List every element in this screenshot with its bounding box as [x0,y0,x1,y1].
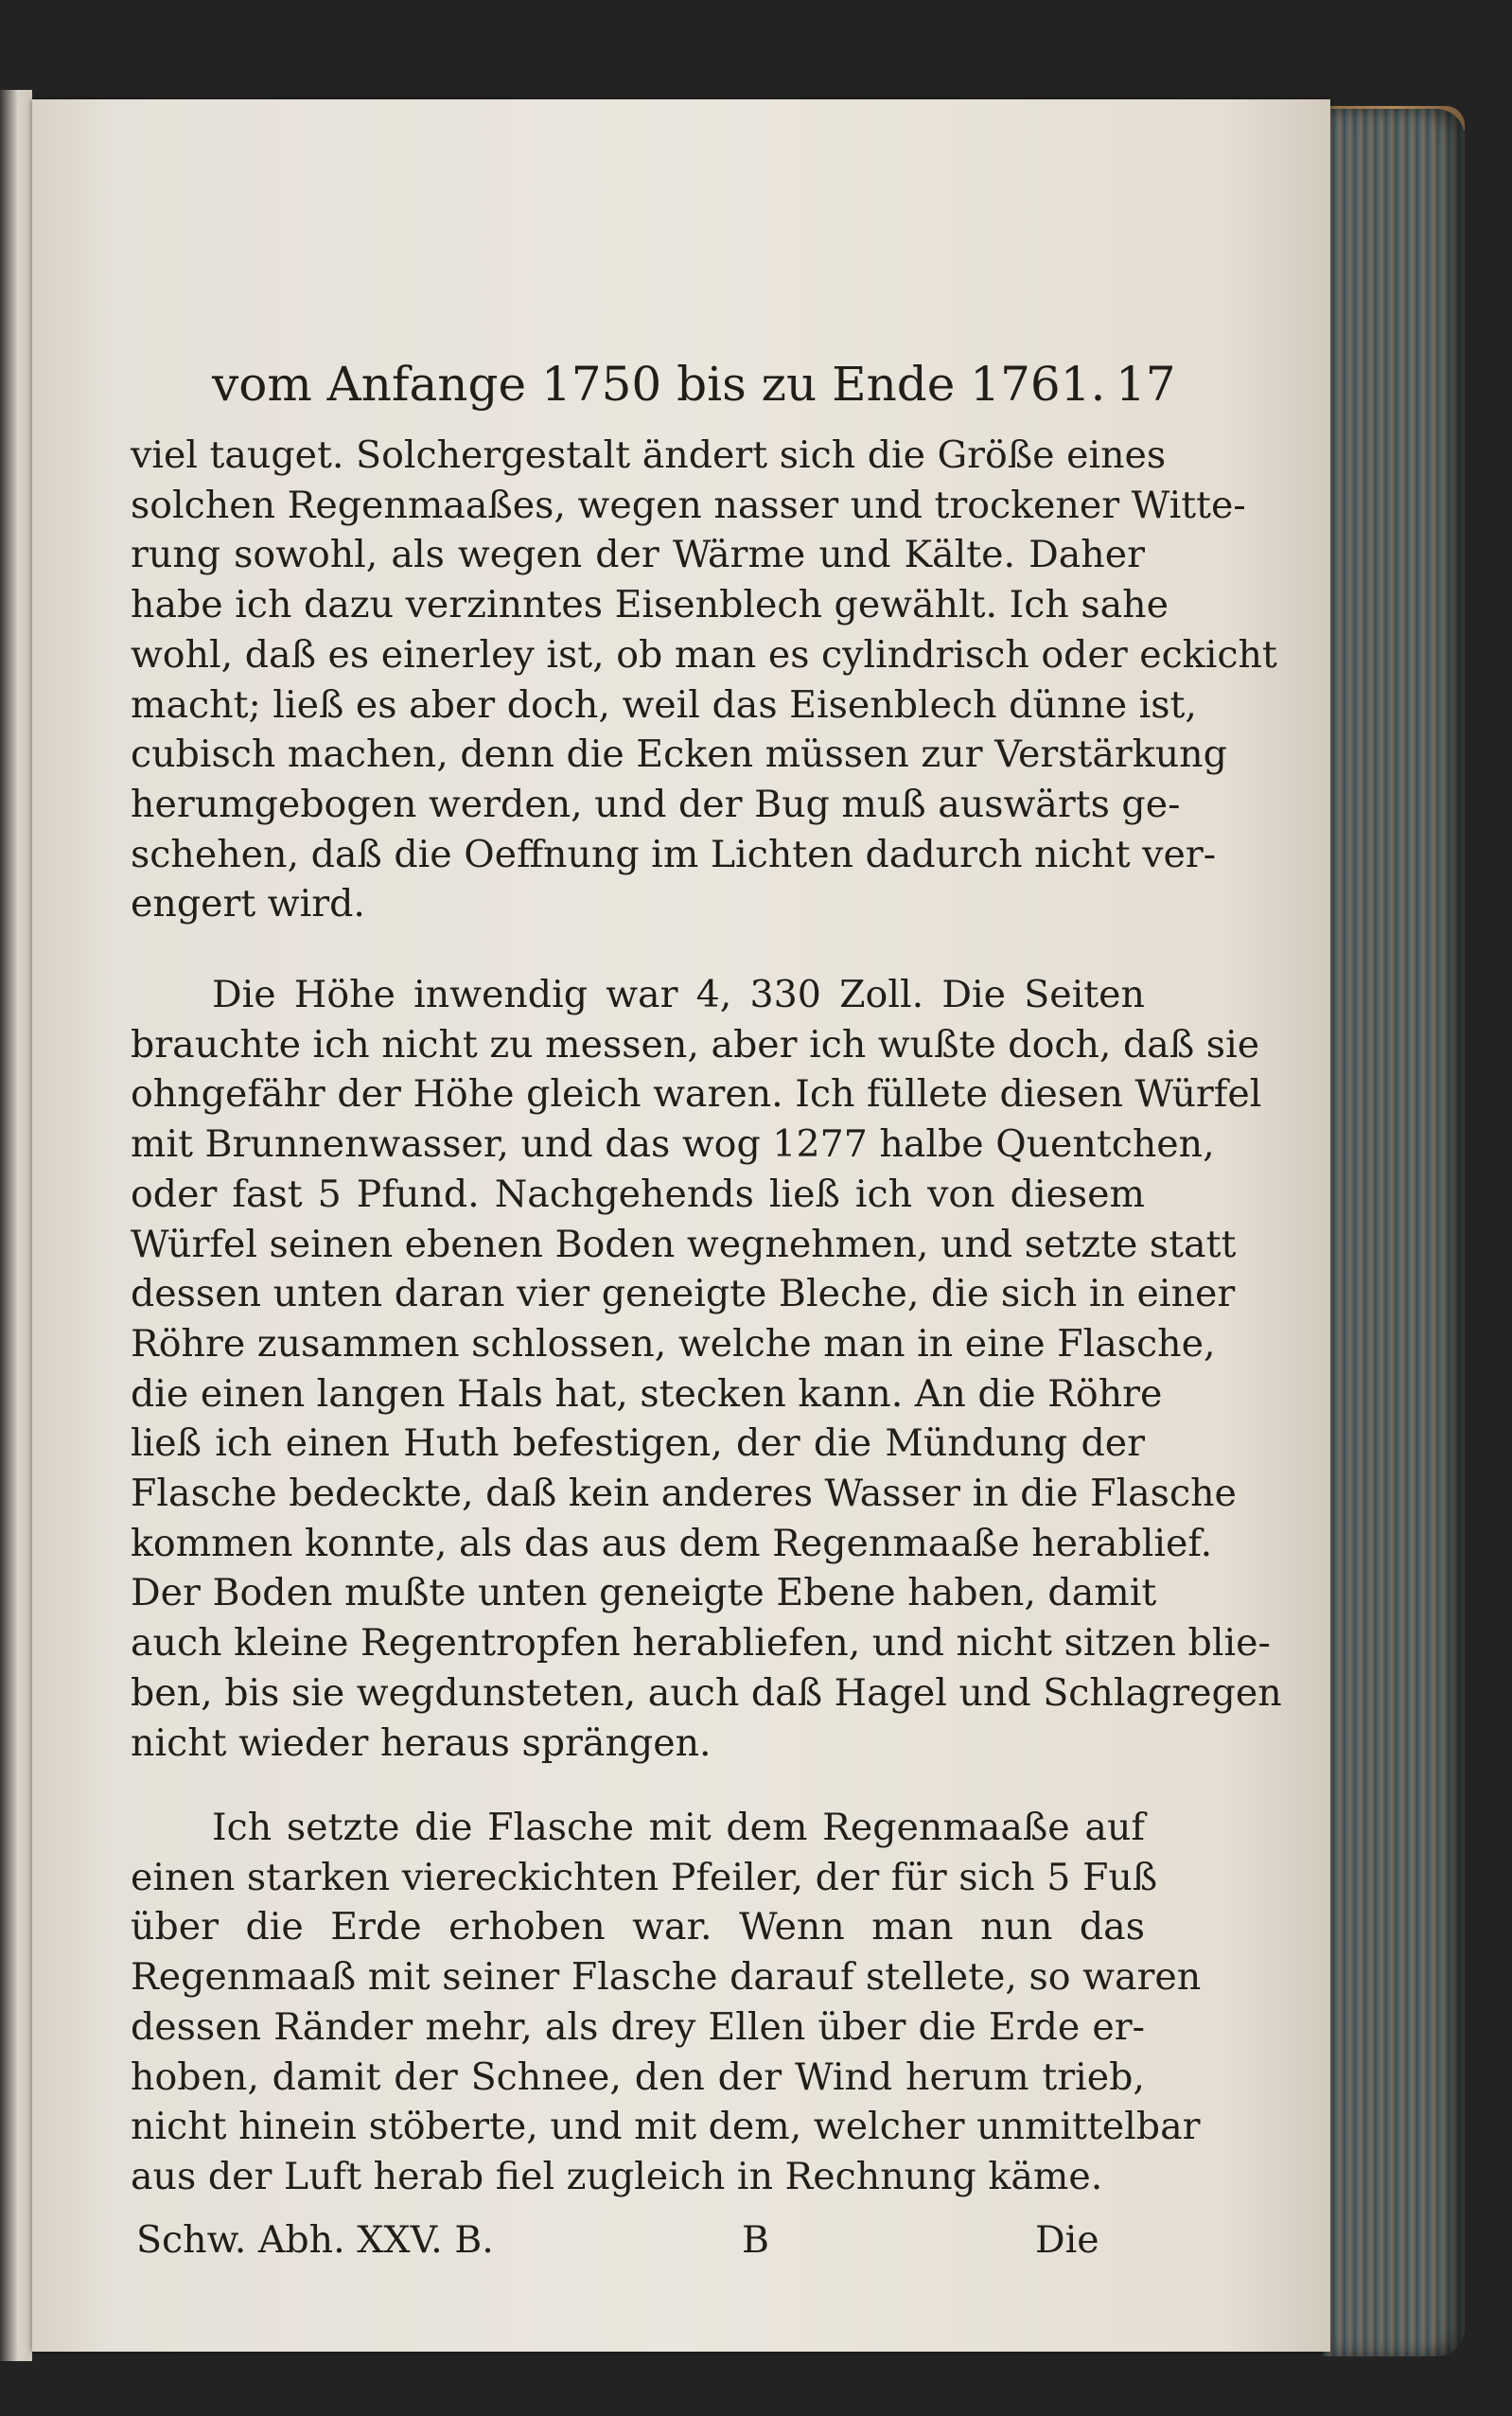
text-line: wohl, daß es einerley ist, ob man es cylindrisch oder eckicht [131,632,1277,677]
text-line: ließ ich einen Huth befestigen, der die Mündung der [131,1421,1145,1466]
text-line: einen starken viereckichten Pfeiler, der für sich 5 Fuß [131,1855,1158,1899]
catchword: Die [1035,2218,1099,2262]
text-line: oder fast 5 Pfund. Nachgehends ließ ich von diesem [131,1172,1145,1216]
text-line: herumgebogen werden, und der Bug muß auswärts ge- [131,782,1181,826]
text-line: habe ich dazu verzinntes Eisenblech gewählt. Ich sahe [131,583,1169,627]
text-line: ben, bis sie wegdunsteten, auch daß Hagel und Schlagregen [131,1670,1282,1715]
text-line: auch kleine Regentropfen herabliefen, und nicht sitzen blie- [131,1621,1271,1666]
header-title: vom Anfange 1750 bis zu Ende 1761. [212,357,1106,412]
text-line: dessen Ränder mehr, als drey Ellen über die Erde er- [131,2004,1145,2049]
text-line: Der Boden mußte unten geneigte Ebene haben, damit [131,1571,1157,1615]
text-line: Flasche bedeckte, daß kein anderes Wasser in die Flasche [131,1472,1237,1515]
text-line: aus der Luft herab fiel zugleich in Rechnung käme. [131,2154,1103,2198]
text-line: über die Erde erhoben war. Wenn man nun das [131,1905,1145,1949]
text-line: viel tauget. Solchergestalt ändert sich die Größe eines [131,433,1167,477]
text-line: cubisch machen, denn die Ecken müssen zur Verstärkung [131,732,1227,777]
text-line: nicht hinein stöberte, und mit dem, welcher unmittelbar [131,2105,1201,2149]
text-line: engert wird. [131,882,365,926]
text-line: kommen konnte, als das aus dem Regenmaaße herablief. [131,1521,1213,1565]
text-line: dessen unten daran vier geneigte Bleche, die sich in einer [131,1272,1236,1316]
facing-page-edge [0,90,32,2361]
text-line: Ich setzte die Flasche mit dem Regenmaaße auf [212,1806,1145,1849]
text-line: nicht wieder heraus sprängen. [131,1720,712,1765]
text-line: ohngefähr der Höhe gleich waren. Ich füllete diesen Würfel [131,1072,1262,1117]
text-line: schehen, daß die Oeffnung im Lichten dadurch nicht ver- [131,832,1217,876]
text-line: mit Brunnenwasser, und das wog 1277 halbe Quentchen, [131,1122,1215,1167]
running-header [212,350,1176,418]
page-number: 17 [1116,357,1176,412]
text-line: Röhre zusammen schlossen, welche man in eine Flasche, [131,1321,1216,1366]
text-line: die einen langen Hals hat, stecken kann. An die Röhre [131,1371,1163,1416]
sheet-mark: B [742,2218,770,2262]
text-line: brauchte ich nicht zu messen, aber ich wußte doch, daß sie [131,1022,1260,1067]
text-line: solchen Regenmaaßes, wegen nasser und trockener Witte- [131,483,1246,527]
text-line: Die Höhe inwendig war 4, 330 Zoll. Die Seiten [212,973,1145,1016]
book-page-edges [1323,109,1465,2356]
text-line: hoben, damit der Schnee, den der Wind herum trieb, [131,2054,1145,2099]
text-line: macht; ließ es aber doch, weil das Eisenblech dünne ist, [131,682,1197,727]
text-line: Würfel seinen ebenen Boden wegnehmen, und setzte statt [131,1222,1237,1266]
book-page [32,99,1330,2352]
text-line: Regenmaaß mit seiner Flasche darauf stellete, so waren [131,1955,1202,2000]
text-line: rung sowohl, als wegen der Wärme und Kälte. Daher [131,533,1145,577]
signature-mark: Schw. Abh. XXV. B. [136,2218,494,2262]
